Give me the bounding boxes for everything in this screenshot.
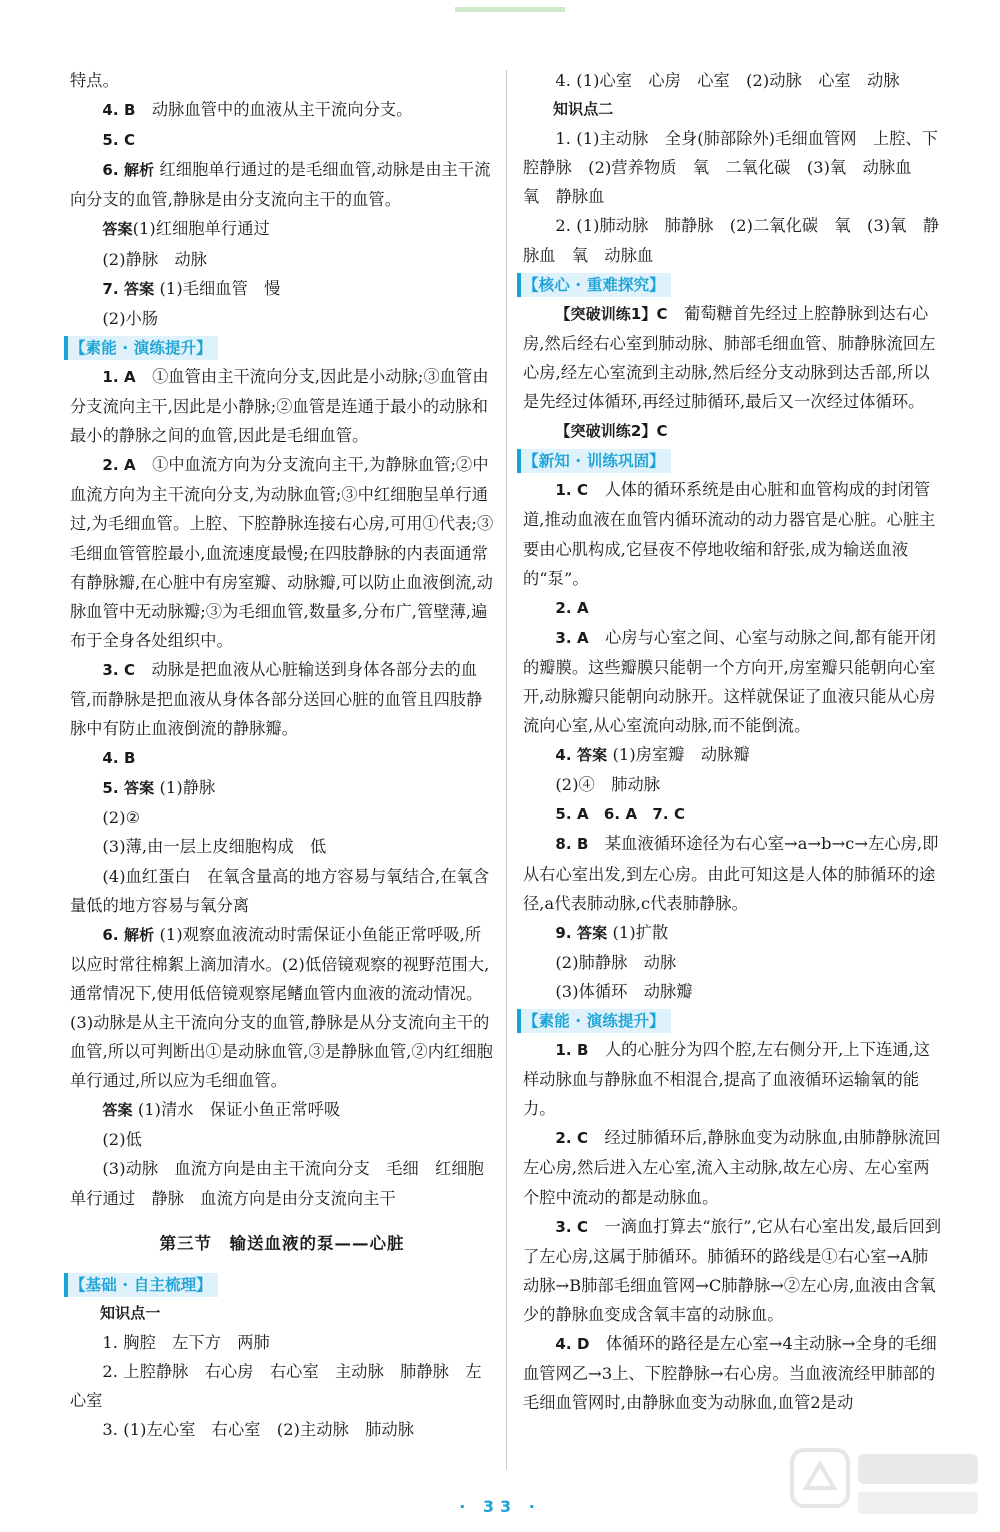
item-label: 3. C	[102, 660, 136, 679]
item-text: 葡萄糖首先经过上腔静脉到达右心房,然后经右心室到肺动脉、肺部毛细血管、肺静脉流回左心房,经左心室流到主动脉,然后经分支动脉到达舌部,所以是先经过体循环,再经过肺循环,最后又一次经过体循环。	[523, 303, 936, 412]
item-label: 1. A	[102, 367, 136, 386]
item-text: (1)扩散	[612, 922, 669, 942]
item-label: 答案	[102, 1101, 133, 1120]
item-label: 1. B	[555, 1041, 589, 1060]
item-text: 体循环的路径是左心室→4主动脉→全身的毛细血管网乙→3上、下腔静脉→右心房。当血液流经甲肺部的毛细血管网时,由静脉血变为动脉血,血管2是动	[523, 1334, 937, 1413]
item-label: 5. 答案	[102, 779, 155, 798]
item-label: 4. B	[102, 101, 136, 120]
item-label: 1. C	[555, 481, 589, 500]
item-label: 【突破训练1】C	[555, 304, 668, 323]
answer-item	[70, 450, 494, 655]
knowledge-point-heading: 知识点一	[100, 1303, 161, 1322]
answer-item	[523, 299, 943, 416]
item-label: 5. C	[102, 131, 136, 150]
answer-item: 4. (1)心室 心房 心室 (2)动脉 心室 动脉	[555, 71, 900, 90]
item-text: 动脉血管中的血液从主干流向分支。	[151, 100, 413, 120]
item-label: 4. B	[102, 749, 136, 768]
section-tag: 【素能 · 演练提升】	[517, 1009, 671, 1033]
answer-item	[70, 655, 494, 743]
answer-item	[70, 362, 494, 450]
answer-item	[70, 95, 494, 125]
item-text: 人体的循环系统是由心脏和血管构成的封闭管道,推动血液在血管内循环流动的动力器官是心脏。心脏主要由心肌构成,它昼夜不停地收缩和舒张,成为输送血液的“泵”。	[523, 480, 936, 588]
item-label: 答案	[102, 220, 133, 239]
answer-item: 1. 胸腔 左下方 两肺	[102, 1332, 270, 1352]
answer-subitem: (3)动脉 血流方向是由主干流向分支 毛细 红细胞单行通过 静脉 血流方向是由分支流向主干	[70, 1159, 484, 1208]
answer-item: 2. 上腔静脉 右心房 右心室 主动脉 肺静脉 左心室	[70, 1362, 482, 1411]
item-text: 某血液循环途径为右心室→a→b→c→左心房,即从右心室出发,到左心房。由此可知这是人体的肺循环的途径,a代表肺动脉,c代表肺静脉。	[523, 834, 939, 913]
item-label: 2. A	[102, 456, 136, 475]
answer-subitem: (4)血红蛋白 在氧含量高的地方容易与氧结合,在氧含量低的地方容易与氧分离	[70, 866, 490, 915]
item-label: 5. A 6. A 7. C	[555, 805, 686, 824]
answer-item	[70, 274, 494, 304]
answer-item	[70, 155, 494, 214]
item-text: (1)红细胞单行通过	[132, 219, 270, 239]
left-column	[70, 66, 494, 1444]
answer-subitem: (3)体循环 动脉瓣	[555, 981, 693, 1001]
item-label: 4. D	[555, 1335, 590, 1354]
section-title: 第三节 输送血液的泵——心脏	[159, 1233, 405, 1253]
item-text: (1)房室瓣 动脉瓣	[612, 745, 750, 765]
answer-item: 2. (1)肺动脉 肺静脉 (2)二氧化碳 氧 (3)氧 静脉血 氧 动脉血	[523, 216, 940, 265]
section-tag: 【新知 · 训练巩固】	[517, 449, 671, 473]
answer-item	[523, 740, 943, 770]
answer-item	[523, 829, 943, 917]
knowledge-point-heading: 知识点二	[553, 100, 614, 119]
text-line: 特点。	[70, 71, 119, 90]
answer-item	[70, 773, 494, 803]
answer-item	[523, 918, 943, 948]
item-label: 9. 答案	[555, 923, 608, 942]
item-label: 3. A	[555, 628, 589, 647]
answer-item	[523, 1123, 943, 1211]
watermark-logo	[788, 1444, 988, 1524]
answer-subitem: (2)静脉 动脉	[102, 249, 208, 269]
answer-item: 1. (1)主动脉 全身(肺部除外)毛细血管网 上腔、下腔静脉 (2)营养物质 氧 二氧化碳 (3)氧 动脉血 氧 静脉血	[523, 129, 939, 207]
answer-item	[70, 1095, 494, 1125]
answer-subitem: (3)薄,由一层上皮细胞构成 低	[102, 837, 327, 857]
item-text: 动脉是把血液从心脏输送到身体各部分去的血管,而静脉是把血液从身体各部分送回心脏的血管且四肢静脉中有防止血液倒流的静脉瓣。	[70, 659, 483, 739]
answer-subitem: (2)④ 肺动脉	[555, 775, 661, 795]
item-text: 人的心脏分为四个腔,左右侧分开,上下连通,这样动脉血与静脉血不相混合,提高了血液循环运输氧的能力。	[523, 1040, 931, 1119]
item-label: 6. 解析	[102, 161, 155, 180]
answer-item	[523, 1329, 943, 1417]
item-text: (1)观察血液流动时需保证小鱼能正常呼吸,所以应时常往棉絮上滴加清水。(2)低倍镜观察的视野范围大,通常情况下,使用低倍镜观察尾鳍血管内血液的流动情况。(3)动脉是从主干流向分支的血管,静脉是从分支流向主干的血管,所以可判断出①是动脉血管,③是静脉血管,②内红细胞单行通过,所以应为毛细血管。	[70, 924, 493, 1091]
answer-item	[523, 799, 943, 829]
section-tag: 【基础 · 自主梳理】	[64, 1273, 218, 1297]
answer-item	[70, 125, 494, 155]
item-label: 8. B	[555, 835, 589, 854]
item-label: 4. 答案	[555, 746, 608, 765]
answer-item	[523, 1035, 943, 1123]
right-column	[523, 66, 943, 1417]
item-text: ①血管由主干流向分支,因此是小动脉;③血管由分支流向主干,因此是小静脉;②血管是连通于最小的动脉和最小的静脉之间的血管,因此是毛细血管。	[70, 366, 489, 446]
answer-item	[70, 743, 494, 773]
answer-subitem: (2)小肠	[102, 308, 159, 328]
item-text: ①中血流方向为分支流向主干,为静脉血管;②中血流方向为主干流向分支,为动脉血管;③中红细胞呈单行通过,为毛细血管。上腔、下腔静脉连接右心房,可用①代表;③毛细血管管腔最小,血流速度最慢;在四肢静脉的内表面通常有静脉瓣,在心脏中有房室瓣、动脉瓣,可以防止血液倒流,动脉血管中无动脉瓣;③为毛细血管,数量多,分布广,管壁薄,遍布于全身各处组织中。	[70, 455, 494, 650]
answer-item	[70, 214, 494, 244]
answer-subitem: (2)②	[102, 808, 141, 828]
page-number-value: 33	[482, 1497, 518, 1516]
item-label: 2. A	[555, 598, 589, 617]
item-label: 3. C	[555, 1217, 589, 1236]
answer-item	[523, 475, 943, 592]
answer-item	[70, 920, 494, 1096]
top-edge-mark	[455, 0, 565, 8]
item-label: 2. C	[555, 1129, 589, 1148]
item-text: (1)静脉	[159, 778, 216, 798]
item-text: 心房与心室之间、心室与动脉之间,都有能开闭的瓣膜。这些瓣膜只能朝一个方向开,房室瓣只能朝向心室开,动脉瓣只能朝向动脉开。这样就保证了血液只能从心房流向心室,从心室流向动脉,而不能倒流。	[523, 627, 937, 736]
item-label: 【突破训练2】C	[555, 422, 668, 441]
item-label: 6. 解析	[102, 925, 155, 944]
answer-item	[523, 593, 943, 623]
item-text: (1)毛细血管 慢	[159, 278, 281, 298]
item-text: 红细胞单行通过的是毛细血管,动脉是由主干流向分支的血管,静脉是由分支流向主干的血管。	[70, 160, 491, 210]
answer-subitem: (2)低	[102, 1130, 142, 1150]
column-divider	[506, 70, 507, 1470]
answer-item	[523, 416, 943, 446]
item-text: (1)清水 保证小鱼正常呼吸	[137, 1100, 341, 1120]
page-number: · 33 ·	[459, 1497, 541, 1516]
answer-subitem: (2)肺静脉 动脉	[555, 952, 677, 972]
section-tag: 【素能 · 演练提升】	[64, 336, 218, 360]
answer-item	[523, 623, 943, 740]
answer-item	[523, 1212, 943, 1329]
item-text: 经过肺循环后,静脉血变为动脉血,由肺静脉流回左心房,然后进入左心室,流入主动脉,故左心房、左心室两个腔中流动的都是动脉血。	[523, 1128, 941, 1207]
item-label: 7. 答案	[102, 279, 155, 298]
answer-item: 3. (1)左心室 右心室 (2)主动脉 肺动脉	[102, 1420, 415, 1440]
item-text: 一滴血打算去“旅行”,它从右心室出发,最后回到了左心房,这属于肺循环。肺循环的路线是①右心室→A肺动脉→B肺部毛细血管网→C肺静脉→②左心房,血液由含氧少的静脉血变成含氧丰富的动脉血。	[523, 1216, 942, 1324]
section-tag: 【核心 · 重难探究】	[517, 273, 671, 297]
